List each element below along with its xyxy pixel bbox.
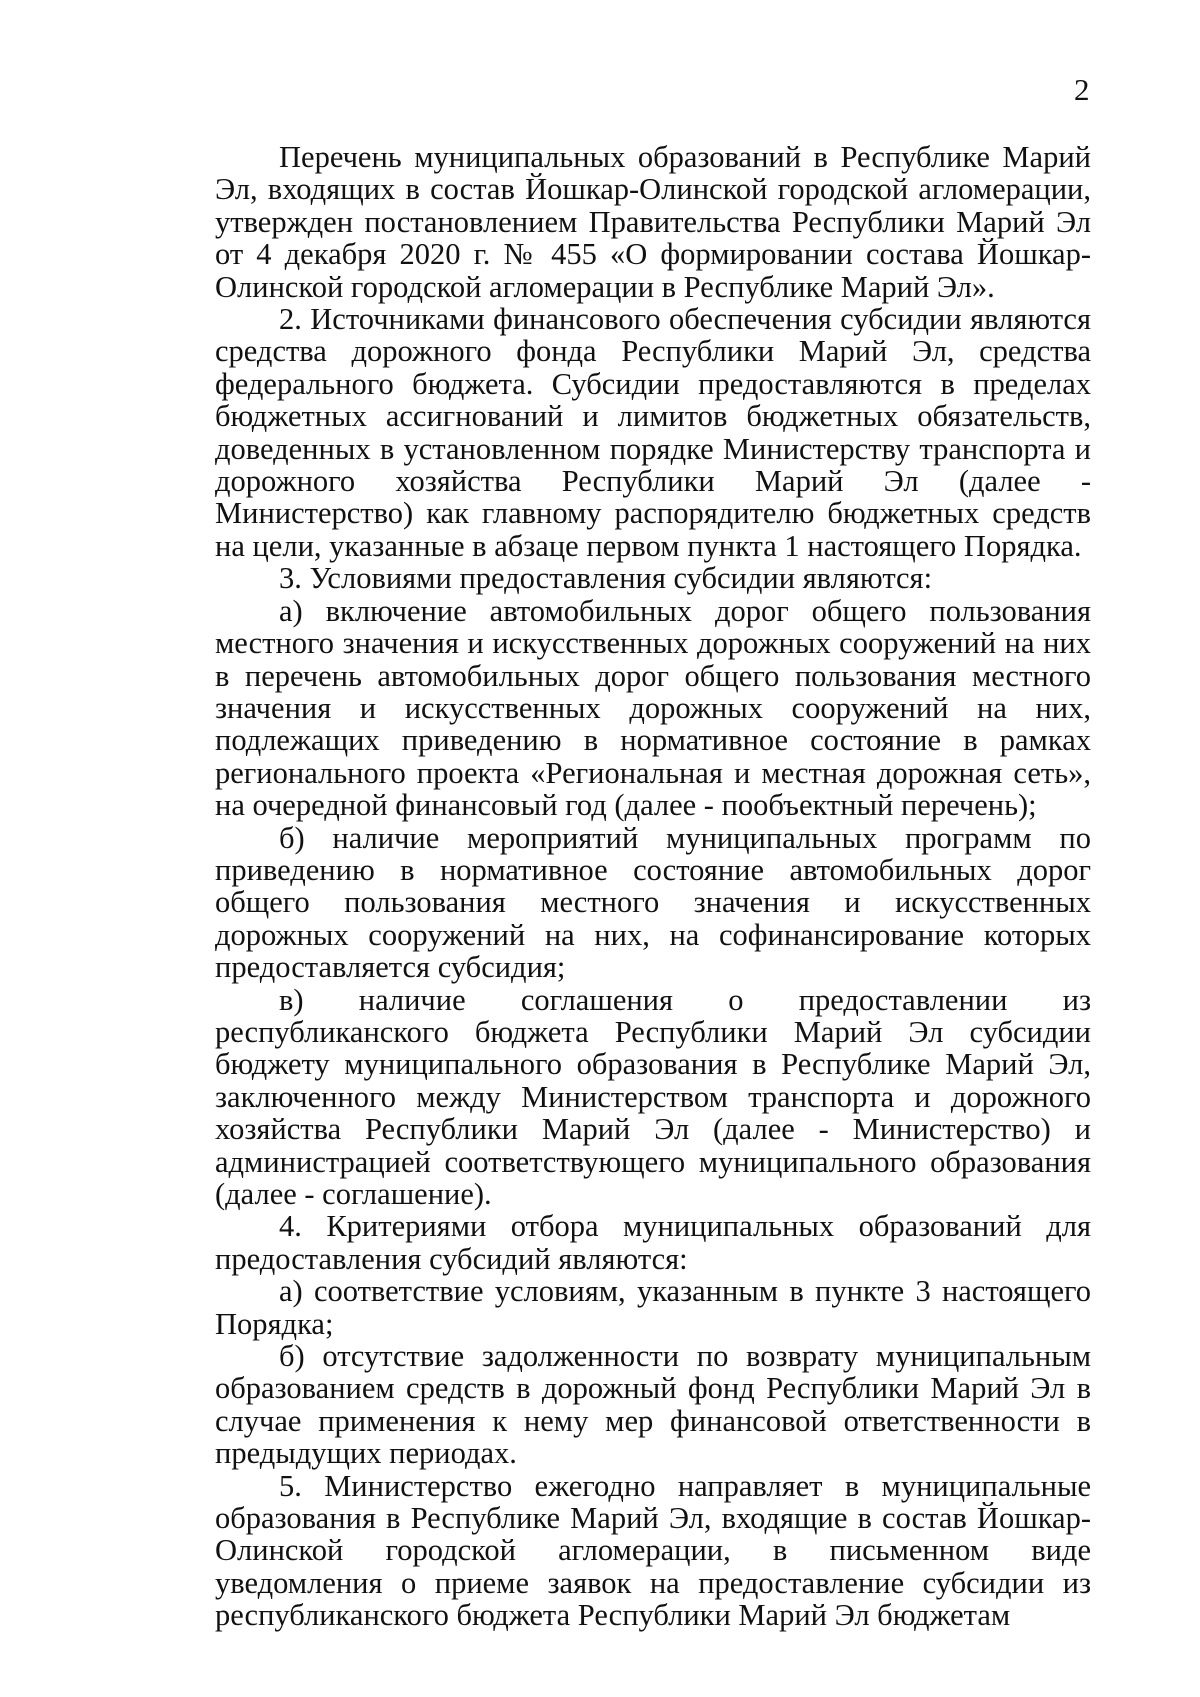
paragraph-item-4a: а) соответствие условиям, указанным в пункте 3 настоящего Порядка; (215, 1274, 1091, 1341)
page-number: 2 (1074, 72, 1090, 107)
paragraph-item-4b: б) отсутствие задолженности по возврату муниципальным образованием средств в дорожный фонд Республики Марий Эл в случае применения к нему мер финансовой ответственности в предыдущих периодах. (215, 1339, 1091, 1471)
paragraph-item-3-conditions: 3. Условиями предоставления субсидии являются: (279, 561, 933, 596)
paragraph-item-4-criteria: 4. Критериями отбора муниципальных образований для предоставления субсидий являются: (215, 1209, 1091, 1276)
paragraph-item-2-funding-sources: 2. Источниками финансового обеспечения субсидии являются средства дорожного фонда Республики Марий Эл, средства федерального бюджета. Субсидии предоставляются в пределах бюджетных ассигнований и лимитов бюджетных обязательств, доведенных в установленном порядке Министерству транспорта и дорожного хозяйства Республики Марий Эл (далее - Министерство) как главному распорядителю бюджетных средств на цели, указанные в абзаце первом пункта 1 настоящего Порядка. (215, 302, 1091, 563)
paragraph-agglomeration-list: Перечень муниципальных образований в Республике Марий Эл, входящих в состав Йошкар-Олинской городской агломерации, утвержден постановлением Правительства Республики Марий Эл от 4 декабря 2020 г. № 455 «О формировании состава Йошкар-Олинской городской агломерации в Республике Марий Эл». (215, 140, 1091, 304)
paragraph-item-5-notification: 5. Министерство ежегодно направляет в муниципальные образования в Республике Марий Эл, входящие в состав Йошкар-Олинской городской агломерации, в письменном виде уведомления о приеме заявок на предоставление субсидии из республиканского бюджета Республики Марий Эл бюджетам (215, 1468, 1091, 1633)
paragraph-item-3a: а) включение автомобильных дорог общего пользования местного значения и искусственных дорожных сооружений на них в перечень автомобильных дорог общего пользования местного значения и искусственных дорожных сооружений на них, подлежащих приведению в нормативное состояние в рамках регионального проекта «Региональная и местная дорожная сеть», на очередной финансовый год (далее - пообъектный перечень); (215, 593, 1091, 823)
paragraph-item-3v: в) наличие соглашения о предоставлении из республиканского бюджета Республики Марий Эл субсидии бюджету муниципального образования в Республике Марий Эл, заключенного между Министерством транспорта и дорожного хозяйства Республики Марий Эл (далее - Министерство) и администрацией соответствующего муниципального образования (далее - соглашение). (215, 982, 1091, 1211)
document-body (215, 141, 1091, 1632)
paragraph-item-3b: б) наличие мероприятий муниципальных программ по приведению в нормативное состояние автомобильных дорог общего пользования местного значения и искусственных дорожных сооружений на них, на софинансирование которых предоставляется субсидия; (215, 820, 1091, 985)
